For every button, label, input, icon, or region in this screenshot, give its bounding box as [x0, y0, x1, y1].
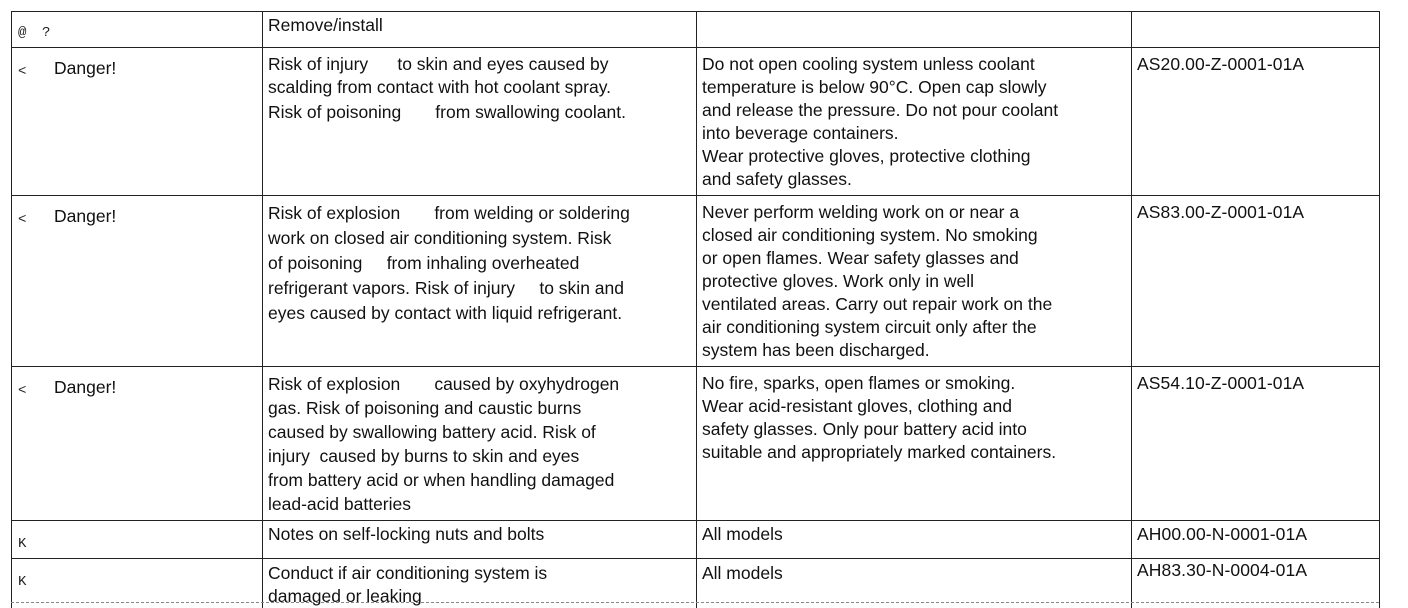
measure-line: All models — [702, 524, 783, 544]
description-line: of poisoning from inhaling overheated — [268, 253, 580, 273]
measure-line: system has been discharged. — [702, 340, 930, 360]
description-line: Risk of explosion from welding or soldering — [268, 203, 630, 223]
symbol-cell — [12, 521, 263, 559]
description-line: damaged or leaking — [268, 586, 422, 606]
table-row — [12, 12, 1380, 48]
measures-cell — [697, 559, 1132, 608]
remove-install-symbol: @ — [18, 25, 27, 41]
measure-line: Never perform welding work on or near a — [702, 202, 1020, 222]
document-code: AS54.10-Z-0001-01A — [1137, 373, 1305, 393]
danger-icon: < — [18, 212, 27, 228]
code-cell — [1132, 367, 1380, 521]
table-row — [12, 367, 1380, 521]
code-cell — [1132, 12, 1380, 48]
description-cell — [263, 48, 697, 196]
measure-line: air conditioning system circuit only after the — [702, 317, 1037, 337]
work-instructions-table — [11, 11, 1380, 608]
description-cell — [263, 196, 697, 367]
measures-cell — [697, 48, 1132, 196]
symbol-cell — [12, 12, 263, 48]
measure-line: suitable and appropriately marked containers. — [702, 442, 1057, 462]
danger-label: Danger! — [54, 206, 117, 226]
description-line: lead-acid batteries — [268, 494, 411, 514]
danger-icon: < — [18, 383, 27, 399]
description-line: Risk of injury to skin and eyes caused by — [268, 54, 609, 74]
description-line: gas. Risk of poisoning and caustic burns — [268, 398, 582, 418]
description-cell — [263, 521, 697, 559]
measure-line: All models — [702, 563, 783, 583]
table-row — [12, 48, 1380, 196]
description-line: eyes caused by contact with liquid refrigerant. — [268, 303, 623, 323]
document-code: AH83.30-N-0004-01A — [1137, 560, 1308, 580]
code-cell — [1132, 48, 1380, 196]
document-code: AS20.00-Z-0001-01A — [1137, 54, 1305, 74]
symbol-cell — [12, 367, 263, 521]
measure-line: into beverage containers. — [702, 123, 899, 143]
description-line: Risk of explosion caused by oxyhydrogen — [268, 374, 620, 394]
note-icon: K — [18, 574, 27, 590]
measures-cell — [697, 12, 1132, 48]
danger-icon: < — [18, 64, 27, 80]
description-line: injury caused by burns to skin and eyes — [268, 446, 580, 466]
measures-cell — [697, 367, 1132, 521]
measure-line: Do not open cooling system unless coolant — [702, 54, 1035, 74]
measure-line: or open flames. Wear safety glasses and — [702, 248, 1019, 268]
description-line: caused by swallowing battery acid. Risk of — [268, 422, 596, 442]
description-line: Notes on self-locking nuts and bolts — [268, 524, 545, 544]
measure-line: safety glasses. Only pour battery acid into — [702, 419, 1027, 439]
measure-line: ventilated areas. Carry out repair work on the — [702, 294, 1053, 314]
description-line: from battery acid or when handling damaged — [268, 470, 615, 490]
symbol-cell — [12, 48, 263, 196]
danger-label: Danger! — [54, 58, 117, 78]
table-row — [12, 196, 1380, 367]
document-code: AS83.00-Z-0001-01A — [1137, 202, 1305, 222]
description-cell — [263, 367, 697, 521]
document-code: AH00.00-N-0001-01A — [1137, 524, 1308, 544]
code-cell — [1132, 559, 1380, 608]
description-line: Risk of poisoning from swallowing coolant. — [268, 102, 626, 122]
measure-line: No fire, sparks, open flames or smoking. — [702, 373, 1016, 393]
measures-cell — [697, 196, 1132, 367]
description-line: Remove/install — [268, 15, 383, 35]
measure-line: temperature is below 90°C. Open cap slowly — [702, 77, 1047, 97]
description-line: scalding from contact with hot coolant spray. — [268, 77, 612, 97]
measure-line: closed air conditioning system. No smoking — [702, 225, 1038, 245]
code-cell — [1132, 196, 1380, 367]
description-line: refrigerant vapors. Risk of injury to skin and — [268, 278, 624, 298]
description-cell — [263, 12, 697, 48]
table-row — [12, 559, 1380, 608]
description-line: work on closed air conditioning system. Risk — [268, 228, 612, 248]
description-line: Conduct if air conditioning system is — [268, 563, 548, 583]
measure-line: protective gloves. Work only in well — [702, 271, 975, 291]
measure-line: and release the pressure. Do not pour coolant — [702, 100, 1059, 120]
measure-line: Wear acid-resistant gloves, clothing and — [702, 396, 1012, 416]
note-icon: K — [18, 536, 27, 552]
table-row — [12, 521, 1380, 559]
measure-line: Wear protective gloves, protective clothing — [702, 146, 1031, 166]
danger-label: Danger! — [54, 377, 117, 397]
description-cell — [263, 559, 697, 608]
measure-line: and safety glasses. — [702, 169, 852, 189]
symbol-cell — [12, 559, 263, 608]
code-cell — [1132, 521, 1380, 559]
measures-cell — [697, 521, 1132, 559]
symbol-cell — [12, 196, 263, 367]
remove-install-symbol-2: ? — [42, 25, 51, 41]
page-bottom-divider — [11, 602, 1379, 603]
